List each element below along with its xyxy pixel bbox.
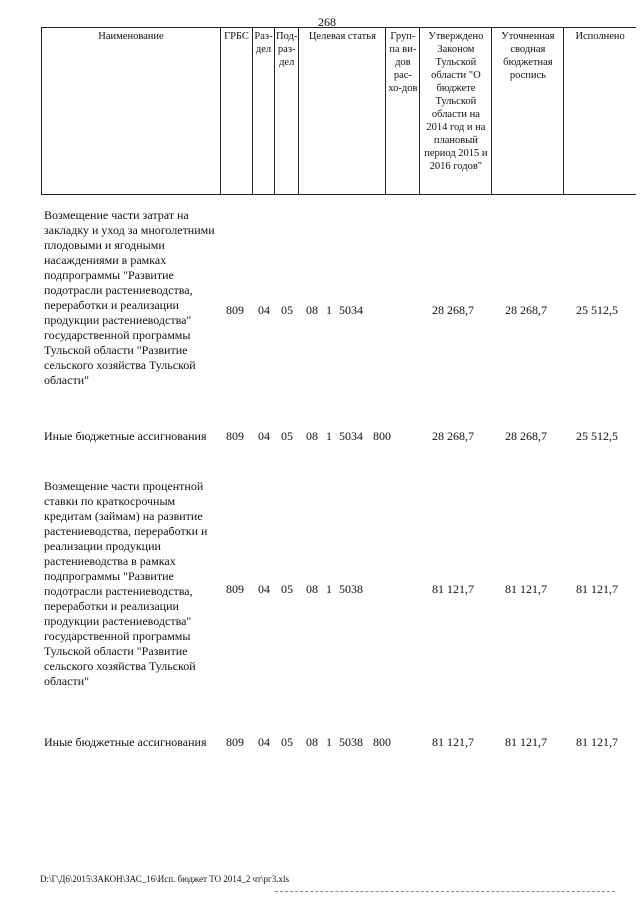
header-grbs: ГРБС [221,28,253,195]
row-podrazdel: 05 [281,582,293,596]
row-name: Иные бюджетные ассигнования [44,735,207,749]
row-expense-group: 800 [373,735,391,749]
row-grbs: 809 [226,303,244,317]
page-number: 268 [318,15,336,29]
row-target-article-direction: 5038 [339,735,363,749]
row-grbs: 809 [226,735,244,749]
table-header [41,27,636,195]
row-podrazdel: 05 [281,735,293,749]
row-target-article-program: 08 [306,303,318,317]
row-target-article-subprogram: 1 [326,303,332,317]
row-target-article-program: 08 [306,582,318,596]
footer-divider [275,891,615,892]
row-razdel: 04 [258,303,270,317]
row-razdel: 04 [258,735,270,749]
row-approved: 81 121,7 [432,735,474,749]
row-name: Иные бюджетные ассигнования [44,429,207,443]
header-approved: Утверждено Законом Тульской области "О бюджете Тульской области на 2014 год и на плановый период 2015 и 2016 годов" [420,28,492,195]
row-target-article-subprogram: 1 [326,735,332,749]
row-target-article-program: 08 [306,735,318,749]
row-razdel: 04 [258,429,270,443]
row-executed: 25 512,5 [576,429,618,443]
row-executed: 81 121,7 [576,735,618,749]
row-executed: 25 512,5 [576,303,618,317]
row-podrazdel: 05 [281,429,293,443]
row-approved: 28 268,7 [432,429,474,443]
row-refined: 28 268,7 [505,429,547,443]
row-target-article-subprogram: 1 [326,429,332,443]
row-approved: 81 121,7 [432,582,474,596]
row-target-article-subprogram: 1 [326,582,332,596]
row-target-article-direction: 5034 [339,429,363,443]
row-target-article-direction: 5038 [339,582,363,596]
footer-file-path: D:\Г\Д6\2015\ЗАКОН\ЗАС_16\Исп. бюджет ТО 2014_2 чт\рг3.xls [40,874,289,884]
row-approved: 28 268,7 [432,303,474,317]
header-refined: Уточненная сводная бюджетная роспись [492,28,564,195]
header-target-article: Целевая статья [299,28,386,195]
row-executed: 81 121,7 [576,582,618,596]
row-razdel: 04 [258,582,270,596]
row-name: Возмещение части процентной ставки по краткосрочным кредитам (займам) на развитие растениеводства, переработки и реализации продукции растениеводства в рамках подпрограммы "Развитие подотрасли растениеводства, переработки и реализации продукции растениеводства" государственной программы Тульской области "Развитие сельского хозяйства Тульской области" [44,479,208,688]
row-target-article-direction: 5034 [339,303,363,317]
header-expense-group: Груп-па ви-дов рас-хо-дов [386,28,420,195]
header-name: Наименование [42,28,221,195]
header-razdel: Раз-дел [253,28,275,195]
row-podrazdel: 05 [281,303,293,317]
row-grbs: 809 [226,582,244,596]
row-grbs: 809 [226,429,244,443]
header-executed: Исполнено [564,28,636,195]
row-name: Возмещение части затрат на закладку и уход за многолетними плодовыми и ягодными насаждениями в рамках подпрограммы "Развитие подотрасли растениеводства, переработки и реализации продукции растениеводства" государственной программы Тульской области "Развитие сельского хозяйства Тульской области" [44,208,215,387]
row-target-article-program: 08 [306,429,318,443]
row-expense-group: 800 [373,429,391,443]
row-refined: 28 268,7 [505,303,547,317]
row-refined: 81 121,7 [505,582,547,596]
row-refined: 81 121,7 [505,735,547,749]
header-podrazdel: Под-раз-дел [275,28,299,195]
